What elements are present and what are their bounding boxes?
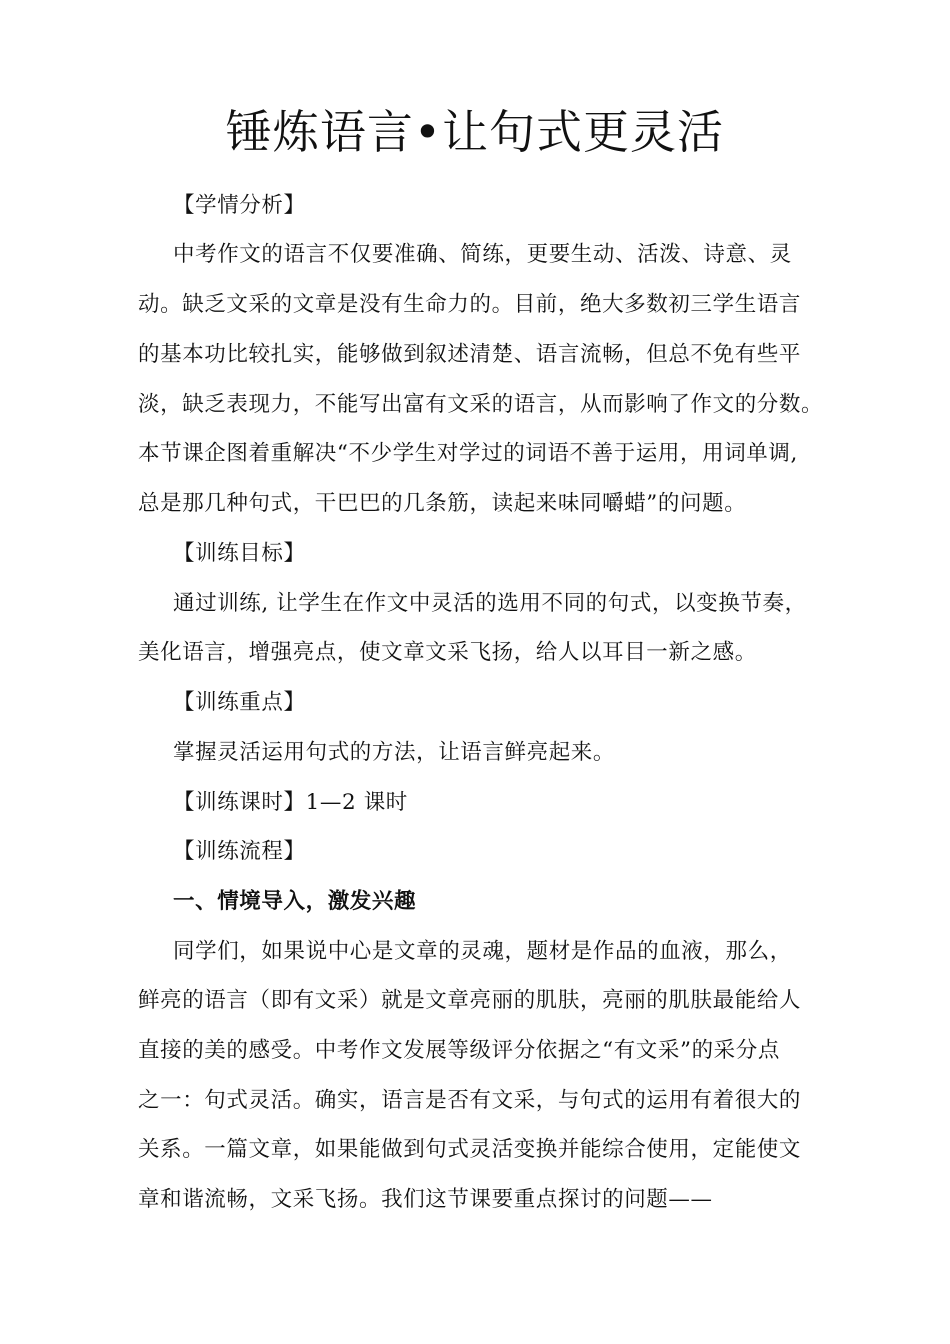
analysis-paragraph-line: 淡，缺乏表现力，不能写出富有文采的语言，从而影响了作文的分数。 — [138, 392, 824, 417]
hours-line: 【训练课时】1—2 课时 — [173, 790, 408, 815]
focus-paragraph: 掌握灵活运用句式的方法，让语言鲜亮起来。 — [173, 740, 616, 765]
document-title: 锤炼语言•让句式更灵活 — [225, 105, 725, 159]
step1-paragraph-line: 关系。一篇文章，如果能做到句式灵活变换并能综合使用，定能使文 — [138, 1137, 802, 1162]
step1-paragraph-line: 章和谐流畅，文采飞扬。我们这节课要重点探讨的问题—— — [138, 1187, 713, 1212]
analysis-heading: 【学情分析】 — [173, 193, 306, 218]
step1-heading: 一、情境导入，激发兴趣 — [173, 889, 417, 914]
goal-paragraph-line: 美化语言，增强亮点，使文章文采飞扬，给人以耳目一新之感。 — [138, 640, 757, 665]
analysis-paragraph-line: 本节课企图着重解决“不少学生对学过的词语不善于运用，用词单调, — [138, 441, 798, 466]
analysis-paragraph-line: 总是那几种句式，干巴巴的几条筋，读起来味同嚼蜡”的问题。 — [138, 491, 747, 516]
step1-paragraph-line: 鲜亮的语言（即有文采）就是文章亮丽的肌肤，亮丽的肌肤最能给人 — [138, 988, 802, 1013]
process-heading: 【训练流程】 — [173, 839, 306, 864]
analysis-paragraph-line: 的基本功比较扎实，能够做到叙述清楚、语言流畅，但总不免有些平 — [138, 342, 802, 367]
analysis-paragraph-line: 动。缺乏文采的文章是没有生命力的。目前，绝大多数初三学生语言 — [138, 292, 802, 317]
analysis-paragraph-line: 中考作文的语言不仅要准确、简练，更要生动、活泼、诗意、灵 — [173, 242, 792, 267]
focus-heading: 【训练重点】 — [173, 690, 306, 715]
step1-paragraph-line: 直接的美的感受。中考作文发展等级评分依据之“有文采”的采分点 — [138, 1038, 780, 1063]
goal-heading: 【训练目标】 — [173, 541, 306, 566]
step1-paragraph-line: 同学们，如果说中心是文章的灵魂，题材是作品的血液，那么， — [173, 939, 792, 964]
step1-paragraph-line: 之一：句式灵活。确实，语言是否有文采，与句式的运用有着很大的 — [138, 1088, 802, 1113]
goal-paragraph-line: 通过训练, 让学生在作文中灵活的选用不同的句式，以变换节奏， — [173, 591, 807, 616]
